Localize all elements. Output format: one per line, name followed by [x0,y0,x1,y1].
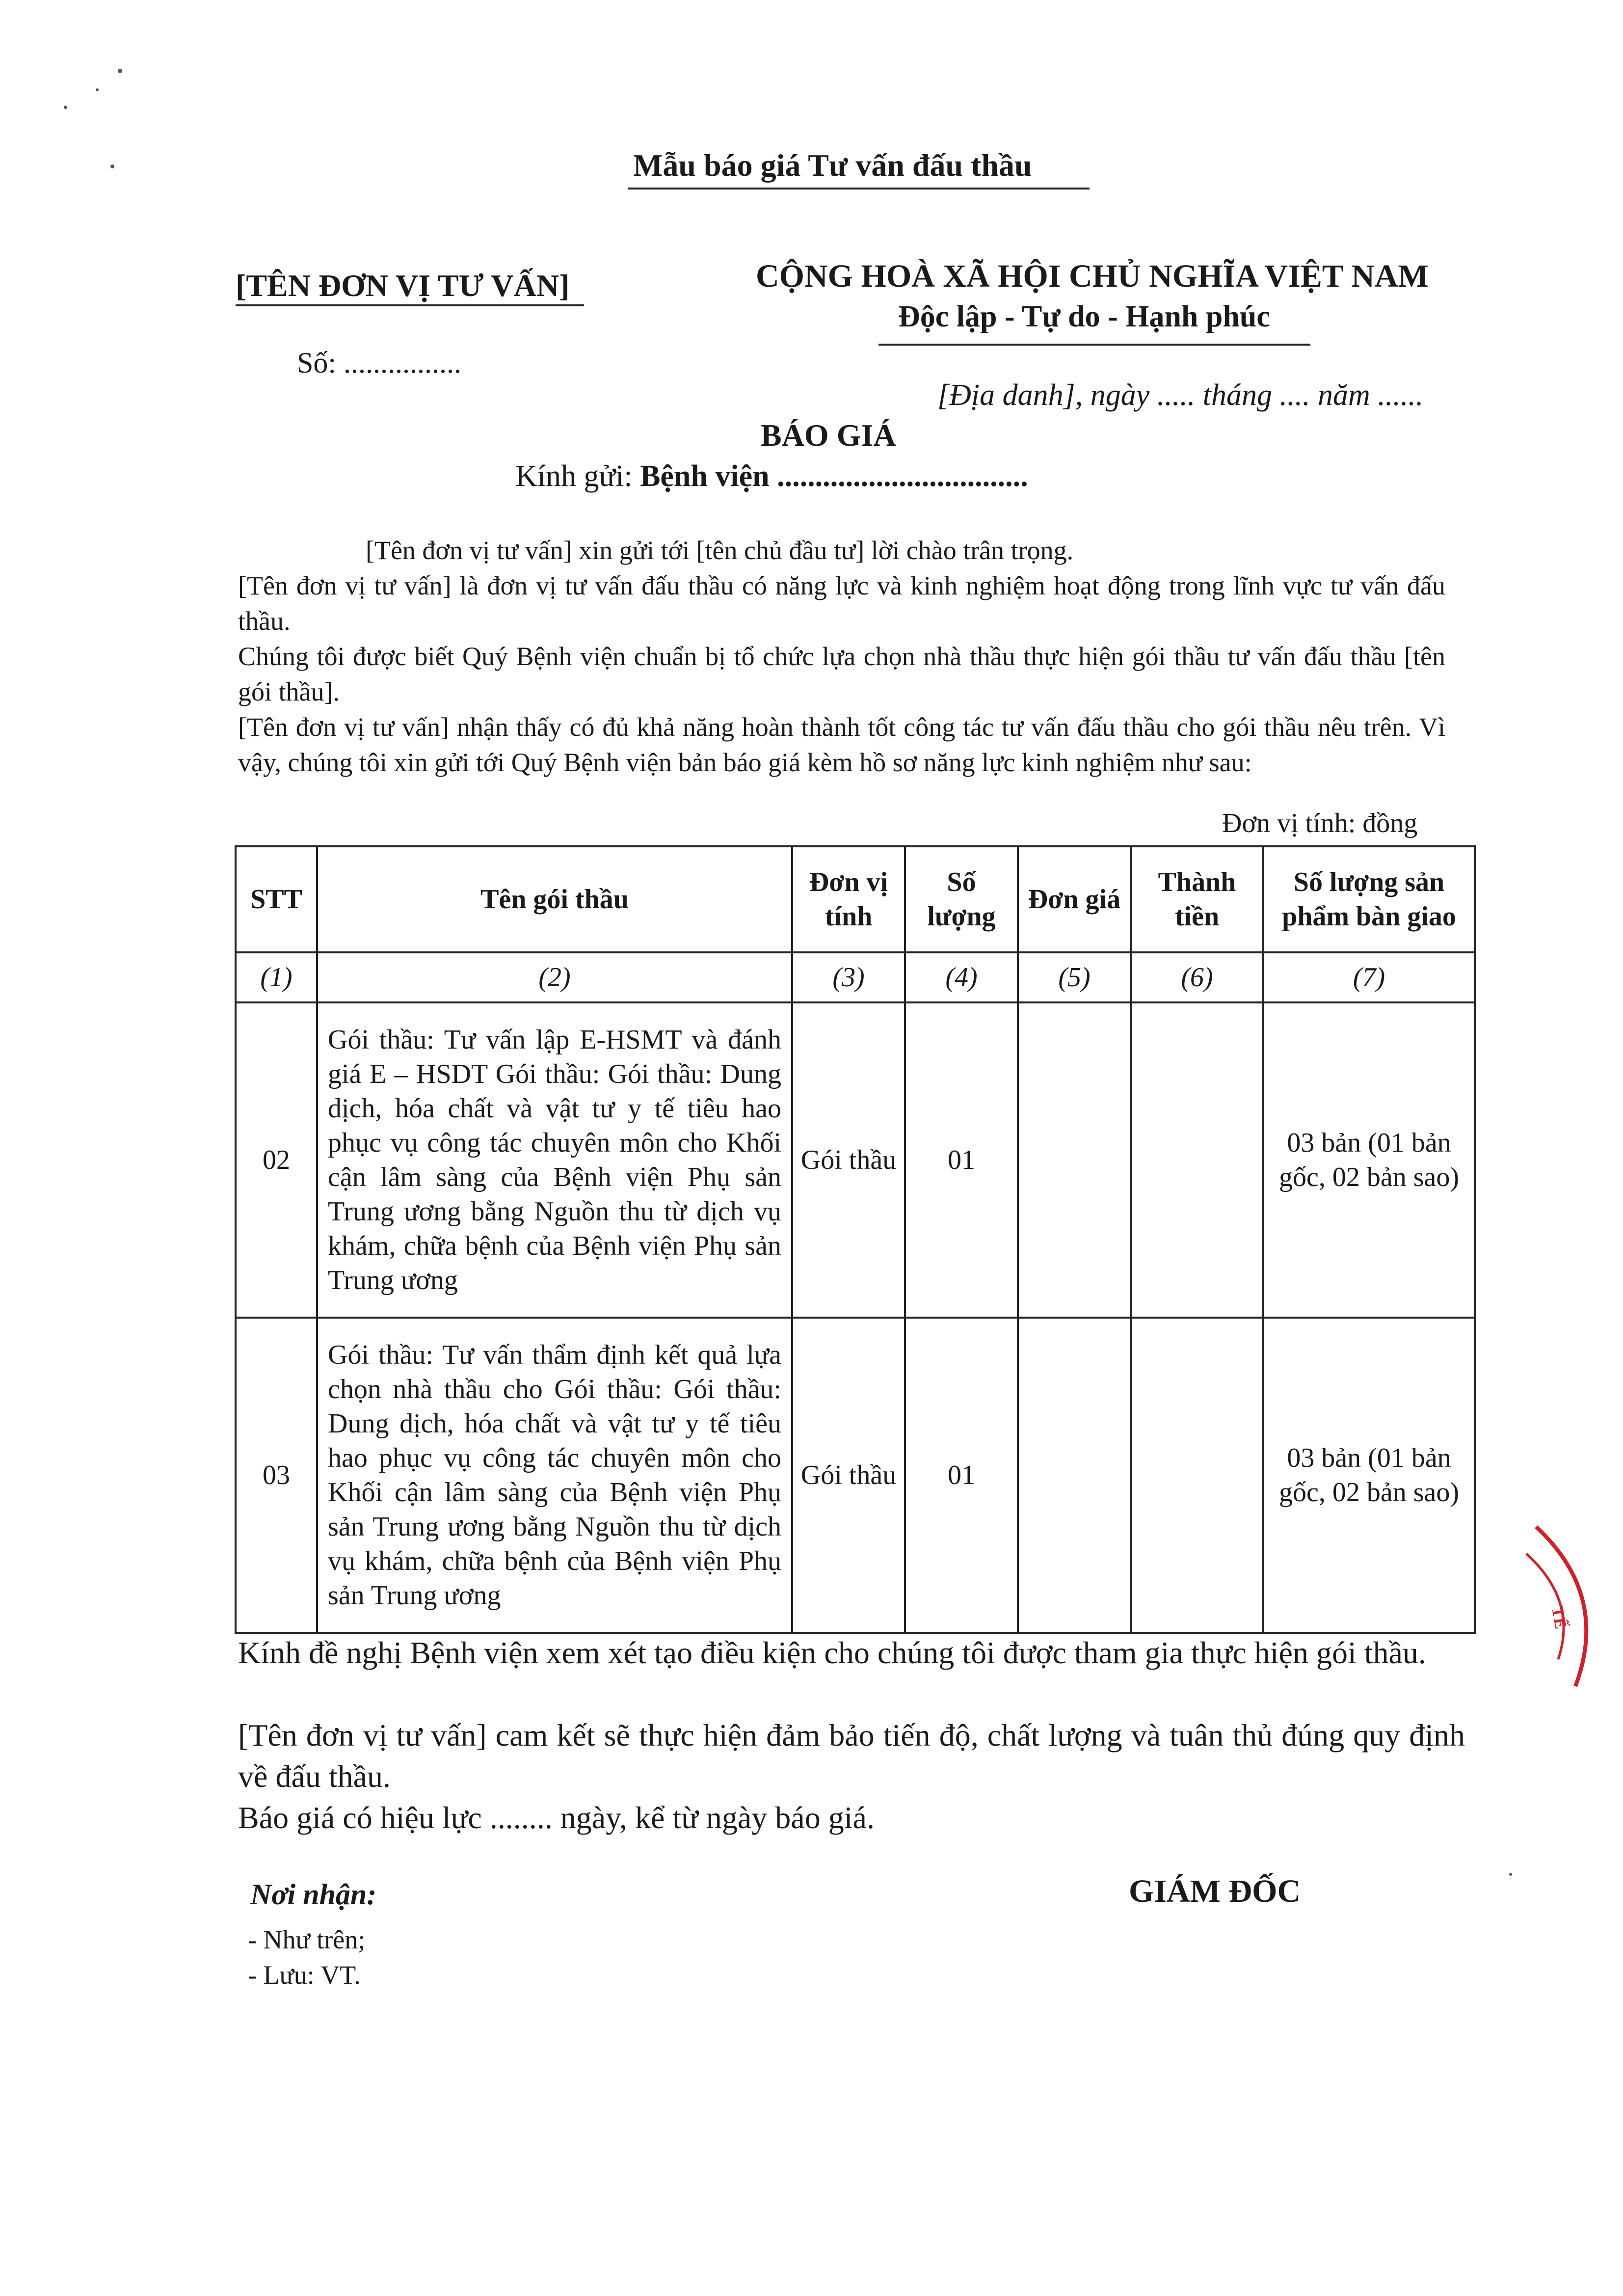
table-row [236,1002,1475,1318]
row-quantity: 01 [905,1318,1018,1633]
currency-unit-note: Đơn vị tính: đồng [1222,808,1418,838]
column-number: (1) [236,952,317,1002]
recipient-name: Bệnh viện ................................. [640,459,1028,493]
recipient-prefix: Kính gửi: [515,459,640,493]
form-title-underline [628,188,1090,189]
row-quantity: 01 [905,1002,1018,1318]
scan-speck [110,164,114,168]
recipient-line [515,459,1028,494]
scan-speck [1509,1873,1512,1876]
row-unit-price [1018,1318,1131,1633]
column-header: Số lượng sản phẩm bàn giao [1263,846,1475,952]
intro-paragraph: [Tên đơn vị tư vấn] là đơn vị tư vấn đấu thầu có năng lực và kinh nghiệm hoạt động trong lĩnh vực tư vấn đấu thầu. [238,571,1445,636]
intro-paragraph: [Tên đơn vị tư vấn] xin gửi tới [tên chủ đầu tư] lời chào trân trọng. [366,536,1074,565]
column-number: (2) [317,952,792,1002]
column-header: Đơn giá [1018,846,1131,952]
row-stt: 02 [236,1002,317,1318]
recipient-item: - Lưu: VT. [248,1960,361,1990]
column-header: Tên gói thầu [317,846,792,952]
column-number: (3) [792,952,905,1002]
row-stt: 03 [236,1318,317,1633]
row-package-name: Gói thầu: Tư vấn lập E-HSMT và đánh giá E – HSDT Gói thầu: Gói thầu: Dung dịch, hóa chất và vật tư y tế tiêu hao phục vụ công tác chuyên môn cho Khối cận lâm sàng của Bệnh viện Phụ sản Trung ương bằng Nguồn thu từ dịch vụ khám, chữa bệnh của Bệnh viện Phụ sản Trung ương [317,1002,792,1318]
column-number: (6) [1131,952,1263,1002]
national-title: CỘNG HOÀ XÃ HỘI CHỦ NGHĨA VIỆT NAM [756,258,1429,294]
row-unit-price [1018,1002,1131,1318]
intro-paragraph: [Tên đơn vị tư vấn] nhận thấy có đủ khả năng hoàn thành tốt công tác tư vấn đấu thầu cho gói thầu nêu trên. Vì vậy, chúng tôi xin gửi tới Quý Bệnh viện bản báo giá kèm hồ sơ năng lực kinh nghiệm như sau: [238,712,1445,777]
table-header-row [236,846,1475,952]
column-number: (5) [1018,952,1131,1002]
closing-paragraph: Báo giá có hiệu lực ........ ngày, kể từ ngày báo giá. [238,1800,875,1835]
stamp-text: TẾ [1548,1605,1570,1631]
motto-underline [878,344,1310,346]
scan-speck [64,106,67,109]
intro-paragraph: Chúng tôi được biết Quý Bệnh viện chuẩn bị tổ chức lựa chọn nhà thầu thực hiện gói thầu tư vấn đấu thầu [tên gói thầu]. [238,642,1445,706]
org-name: [TÊN ĐƠN VỊ TƯ VẤN] [236,268,570,303]
row-deliverables: 03 bản (01 bản gốc, 02 bản sao) [1263,1002,1475,1318]
red-stamp-fragment [1521,1517,1620,1694]
national-motto: Độc lập - Tự do - Hạnh phúc [898,300,1270,333]
row-deliverables: 03 bản (01 bản gốc, 02 bản sao) [1263,1318,1475,1633]
recipient-item: - Như trên; [248,1925,366,1954]
place-date: [Địa danh], ngày ..... tháng .... năm ...... [937,378,1424,412]
column-header: Thành tiền [1131,846,1263,952]
row-total [1131,1318,1263,1633]
document-number: Số: ................ [297,347,462,379]
recipients-label: Nơi nhận: [250,1878,377,1911]
column-header: STT [236,846,317,952]
column-header: Đơn vị tính [792,846,905,952]
org-name-underline [236,304,584,306]
scan-speck [96,88,99,91]
recipients-list [248,1922,365,1993]
column-header: Số lượng [905,846,1018,952]
closing-paragraph: Kính đề nghị Bệnh viện xem xét tạo điều kiện cho chúng tôi được tham gia thực hiện gói thầu. [238,1635,1426,1670]
column-number: (7) [1263,952,1475,1002]
column-number: (4) [905,952,1018,1002]
row-package-name: Gói thầu: Tư vấn thẩm định kết quả lựa chọn nhà thầu cho Gói thầu: Gói thầu: Dung dịch, hóa chất và vật tư y tế tiêu hao phục vụ công tác chuyên môn cho Khối cận lâm sàng của Bệnh viện Phụ sản Trung ương bằng Nguồn thu từ dịch vụ khám, chữa bệnh của Bệnh viện Phụ sản Trung ương [317,1318,792,1633]
closing-paragraph: [Tên đơn vị tư vấn] cam kết sẽ thực hiện đảm bảo tiến độ, chất lượng và tuân thủ đúng quy định về đấu thầu. [238,1718,1465,1794]
row-unit: Gói thầu [792,1002,905,1318]
document-title: BÁO GIÁ [761,418,896,453]
row-unit: Gói thầu [792,1318,905,1633]
form-title: Mẫu báo giá Tư vấn đấu thầu [633,148,1032,183]
signer-title: GIÁM ĐỐC [1129,1873,1301,1909]
table-row [236,1318,1475,1633]
scan-speck [118,69,122,73]
row-total [1131,1002,1263,1318]
quote-table [235,845,1476,1634]
column-number-row [236,952,1475,1002]
